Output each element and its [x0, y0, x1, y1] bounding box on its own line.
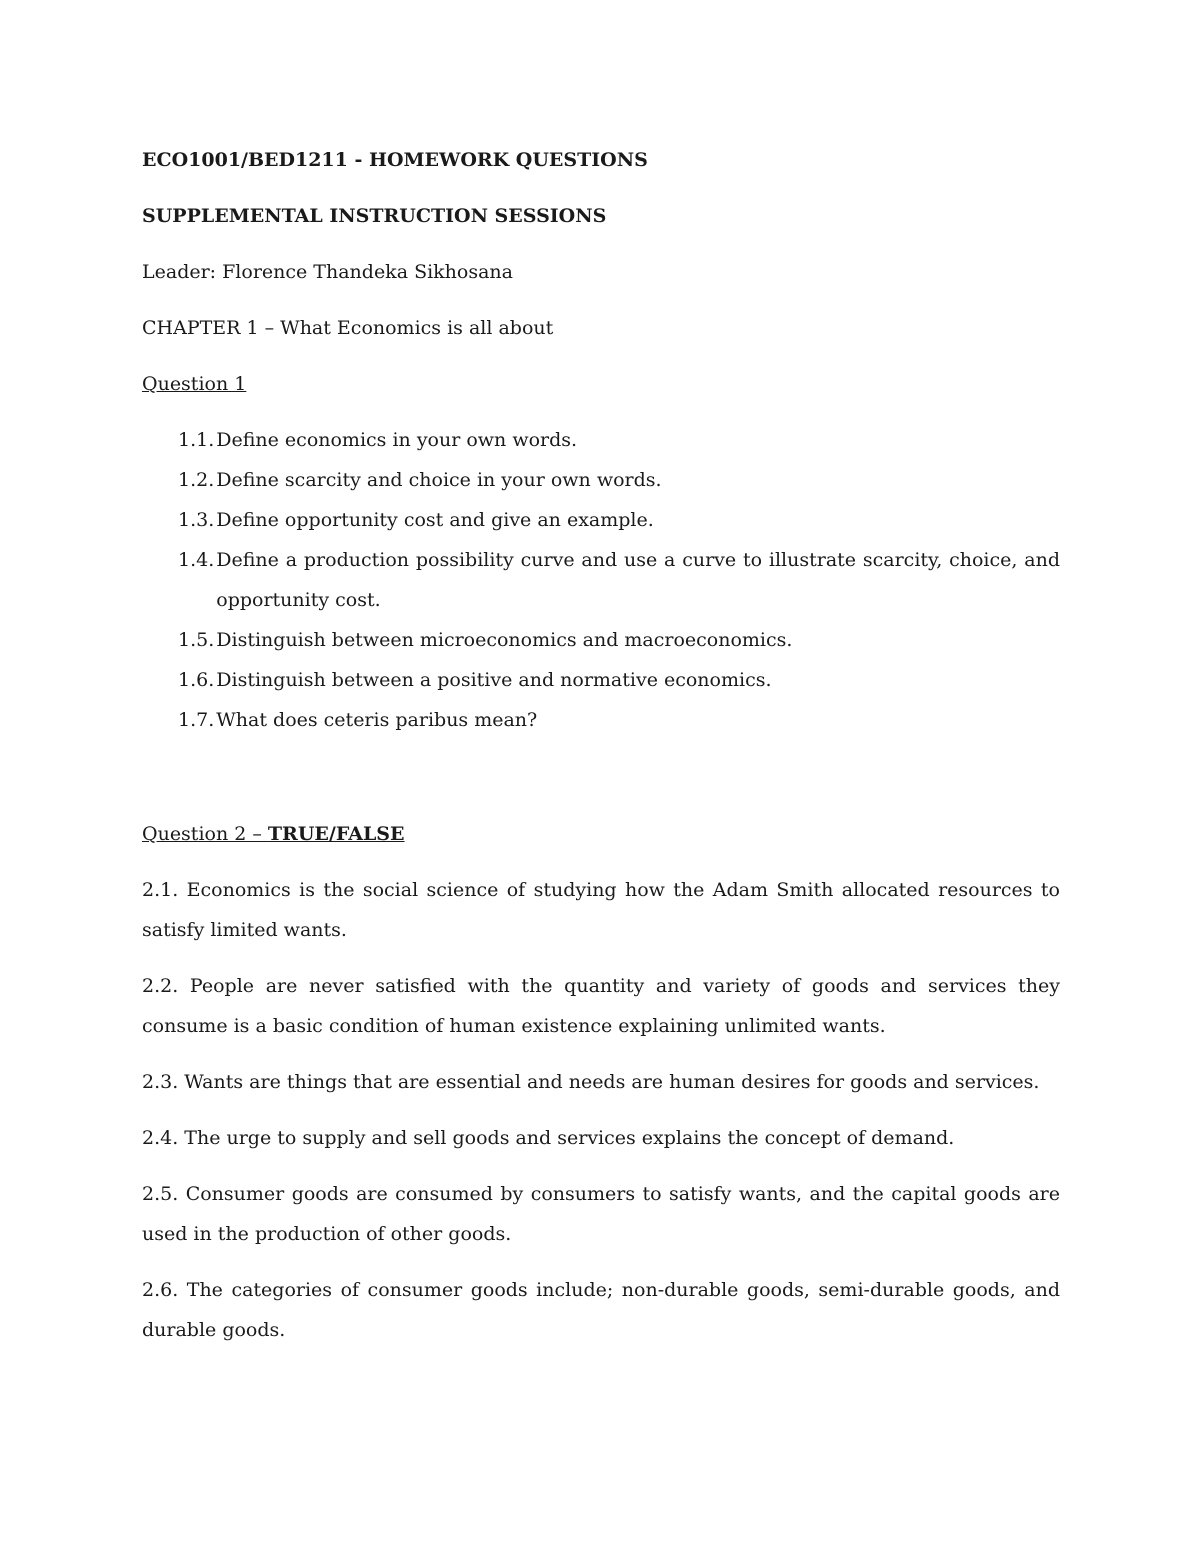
chapter-heading: CHAPTER 1 – What Economics is all about: [142, 317, 554, 339]
list-item: [178, 540, 1060, 620]
item-text: Distinguish between microeconomics and macroeconomics.: [216, 629, 793, 651]
item-text: Define economics in your own words.: [216, 429, 578, 451]
item-text: What does ceteris paribus mean?: [216, 709, 538, 731]
list-item: [178, 500, 1060, 540]
question-2-heading-bold: TRUE/FALSE: [267, 823, 405, 845]
document-page: [142, 140, 1060, 1366]
question-2-heading-prefix: Question 2 –: [142, 823, 268, 845]
item-number: 1.2.: [178, 469, 215, 491]
true-false-item: 2.2. People are never satisfied with the quantity and variety of goods and services they consume is a basic condition of human existence explaining unlimited wants.: [142, 975, 1060, 1037]
true-false-item: 2.4. The urge to supply and sell goods and services explains the concept of demand.: [142, 1127, 955, 1149]
item-number: 1.5.: [178, 629, 215, 651]
list-item: [178, 620, 1060, 660]
document-subtitle: SUPPLEMENTAL INSTRUCTION SESSIONS: [142, 205, 607, 227]
list-item: [178, 420, 1060, 460]
question-2-heading: [142, 814, 1060, 854]
item-number: 1.1.: [178, 429, 215, 451]
item-number: 1.3.: [178, 509, 215, 531]
list-item: [178, 460, 1060, 500]
true-false-item: 2.6. The categories of consumer goods include; non-durable goods, semi-durable goods, and durable goods.: [142, 1279, 1060, 1341]
list-item: [178, 660, 1060, 700]
question-1-list: [142, 420, 1060, 740]
question-1-heading: Question 1: [142, 373, 247, 395]
true-false-item: 2.1. Economics is the social science of studying how the Adam Smith allocated resources to satisfy limited wants.: [142, 879, 1060, 941]
section-spacer: [142, 740, 1060, 814]
document-title: ECO1001/BED1211 - HOMEWORK QUESTIONS: [142, 149, 648, 171]
true-false-item: 2.3. Wants are things that are essential and needs are human desires for goods and services.: [142, 1071, 1040, 1093]
list-item: [178, 700, 1060, 740]
item-text: Define opportunity cost and give an example.: [216, 509, 654, 531]
leader-line: Leader: Florence Thandeka Sikhosana: [142, 261, 513, 283]
item-number: 1.6.: [178, 669, 215, 691]
true-false-item: 2.5. Consumer goods are consumed by consumers to satisfy wants, and the capital goods are used in the production of other goods.: [142, 1183, 1060, 1245]
item-number: 1.7.: [178, 709, 215, 731]
item-text: Distinguish between a positive and normative economics.: [216, 669, 772, 691]
item-number: 1.4.: [178, 549, 215, 571]
item-text: Define scarcity and choice in your own words.: [216, 469, 662, 491]
item-text: Define a production possibility curve and use a curve to illustrate scarcity, choice, and opportunity cost.: [216, 549, 1060, 611]
